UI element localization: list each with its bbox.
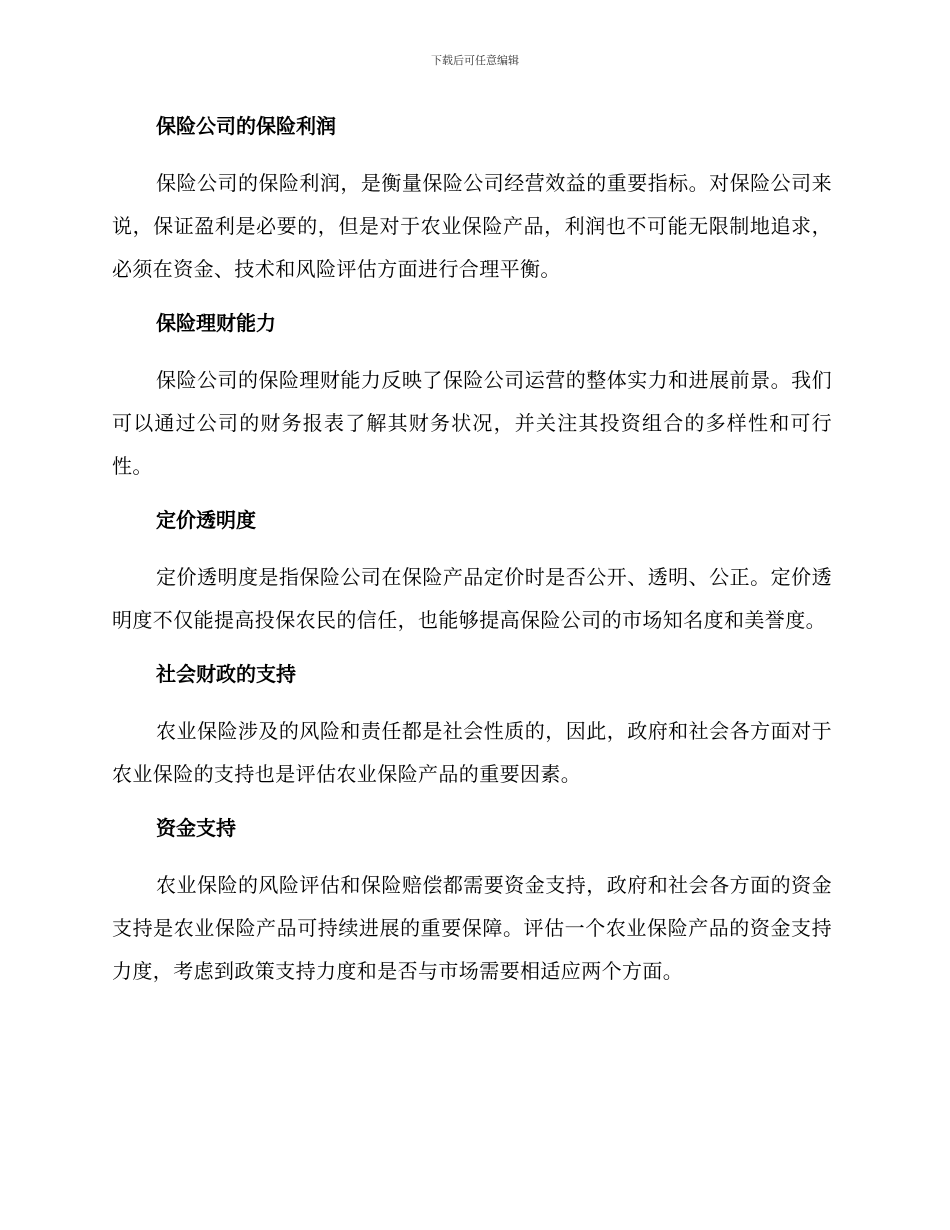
section-financial-capability	[112, 307, 832, 488]
section-funding-support	[112, 812, 832, 993]
section-paragraph: 保险公司的保险利润，是衡量保险公司经营效益的重要指标。对保险公司来说，保证盈利是必要的，但是对于农业保险产品，利润也不可能无限制地追求，必须在资金、技术和风险评估方面进行合理平衡。	[112, 171, 832, 281]
section-paragraph: 保险公司的保险理财能力反映了保险公司运营的整体实力和进展前景。我们可以通过公司的财务报表了解其财务状况，并关注其投资组合的多样性和可行性。	[112, 368, 832, 478]
section-heading: 保险公司的保险利润	[156, 114, 336, 138]
section-heading: 定价透明度	[156, 508, 256, 532]
page-header: 下载后可任意编辑	[431, 54, 519, 67]
section-paragraph: 农业保险的风险评估和保险赔偿都需要资金支持，政府和社会各方面的资金支持是农业保险产品可持续进展的重要保障。评估一个农业保险产品的资金支持力度，考虑到政策支持力度和是否与市场需要相适应两个方面。	[112, 873, 832, 983]
document-content	[112, 110, 832, 1009]
section-pricing-transparency	[112, 504, 832, 642]
section-heading: 保险理财能力	[156, 311, 276, 335]
section-heading: 资金支持	[156, 816, 236, 840]
section-insurance-profit	[112, 110, 832, 291]
section-paragraph: 农业保险涉及的风险和责任都是社会性质的，因此，政府和社会各方面对于农业保险的支持也是评估农业保险产品的重要因素。	[112, 719, 832, 786]
section-paragraph: 定价透明度是指保险公司在保险产品定价时是否公开、透明、公正。定价透明度不仅能提高投保农民的信任，也能够提高保险公司的市场知名度和美誉度。	[112, 565, 832, 632]
section-public-finance-support	[112, 658, 832, 796]
section-heading: 社会财政的支持	[156, 662, 296, 686]
